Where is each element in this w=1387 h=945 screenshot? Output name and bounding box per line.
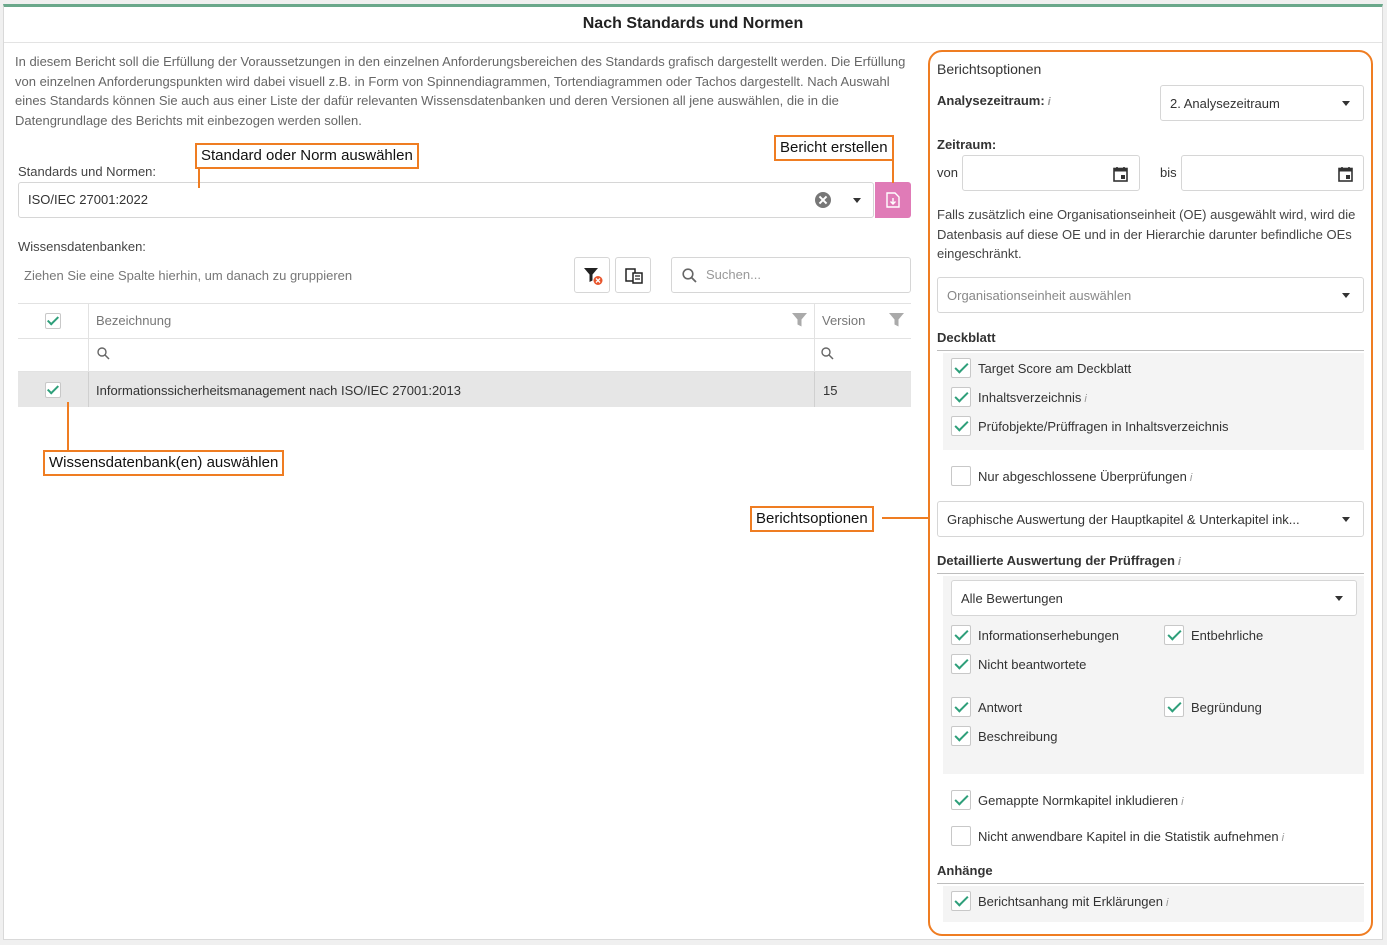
clear-filter-button[interactable] [574, 257, 610, 293]
description-label: Beschreibung [978, 729, 1058, 744]
appendix-checkbox[interactable] [951, 891, 971, 911]
dispensable-label: Entbehrliche [1191, 628, 1264, 643]
info-surveys-label: Informationserhebungen [978, 628, 1119, 643]
oe-select[interactable] [937, 277, 1364, 313]
oe-placeholder: Organisationseinheit auswählen [947, 288, 1132, 303]
reasoning-label: Begründung [1191, 700, 1262, 715]
row-version: 15 [823, 383, 838, 398]
mapped-chapters-label: Gemappte Normkapitel inkludieren i [978, 793, 1184, 808]
completed-only-label: Nur abgeschlossene Überprüfungen i [978, 469, 1193, 484]
not-applicable-checkbox[interactable] [951, 826, 971, 846]
period-label: Zeitraum: [937, 137, 997, 152]
group-hint: Ziehen Sie eine Spalte hierhin, um danach zu gruppieren [24, 268, 353, 283]
intro-text: In diesem Bericht soll die Erfüllung der Voraussetzungen in den einzelnen Anforderungsbereichen des Standards grafisch dargestellt werden. Die Erfüllung von einzelnen Anforderungspunkten wird dabei visuell z.B. in Form von Spinnendiagrammen, Tortendiagrammen oder Tachos dargestellt. Nach Auswahl eines Standards können Sie auch aus einer Liste der dafür relevanten Wissensdatenbanken und deren Versionen all jene auswählen, die in die Datengrundlage des Berichts mit einbezogen werden sollen. [15, 54, 906, 128]
info-surveys-checkbox[interactable] [951, 625, 971, 645]
column-filter-icon[interactable] [792, 313, 807, 327]
row-name: Informationssicherheitsmanagement nach ISO/IEC 27001:2013 [96, 383, 461, 398]
column-header-version[interactable]: Version [822, 313, 866, 328]
appendix-section-title: Anhänge [937, 863, 993, 878]
ratings-value: Alle Bewertungen [961, 591, 1063, 606]
annotation-create-report: Bericht erstellen [774, 135, 894, 161]
ratings-select[interactable] [951, 580, 1357, 616]
date-to-input[interactable] [1181, 155, 1364, 191]
to-label: bis [1160, 165, 1177, 180]
knowledge-label: Wissensdatenbanken: [18, 239, 146, 254]
annotation-select-standard: Standard oder Norm auswählen [195, 143, 419, 169]
not-applicable-label: Nicht anwendbare Kapitel in die Statistik aufnehmen i [978, 829, 1285, 844]
chevron-down-icon[interactable] [853, 198, 861, 203]
answer-checkbox[interactable] [951, 697, 971, 717]
dialog-title: Nach Standards und Normen [4, 7, 1382, 43]
calendar-icon[interactable] [1338, 166, 1353, 182]
row-checkbox[interactable] [45, 382, 61, 398]
detail-section-title: Detaillierte Auswertung der Prüffragen i [937, 553, 1181, 568]
document-icon [886, 192, 900, 208]
reasoning-checkbox[interactable] [1164, 697, 1184, 717]
toc-label: Inhaltsverzeichnis i [978, 390, 1087, 405]
column-chooser-button[interactable] [615, 257, 651, 293]
column-header-name[interactable]: Bezeichnung [96, 313, 172, 328]
unanswered-label: Nicht beantwortete [978, 657, 1087, 672]
cover-section-title: Deckblatt [937, 330, 996, 345]
target-score-checkbox[interactable] [951, 358, 971, 378]
completed-only-checkbox[interactable] [951, 466, 971, 486]
select-all-checkbox[interactable] [45, 313, 61, 329]
columns-icon [625, 267, 643, 285]
create-report-button[interactable] [875, 182, 911, 218]
analysis-select[interactable] [1160, 85, 1364, 121]
filter-row-search-icon[interactable] [97, 347, 110, 360]
search-icon [682, 268, 697, 283]
calendar-icon[interactable] [1113, 166, 1128, 182]
toc-objects-label: Prüfobjekte/Prüffragen in Inhaltsverzeichnis [978, 419, 1229, 434]
column-filter-icon[interactable] [889, 313, 904, 327]
analysis-value: 2. Analysezeitraum [1170, 96, 1280, 111]
standards-select[interactable] [18, 182, 874, 218]
table-row[interactable] [18, 372, 911, 407]
grid-top-border [18, 303, 911, 304]
graphic-evaluation-select[interactable] [937, 501, 1364, 537]
unanswered-checkbox[interactable] [951, 654, 971, 674]
chevron-down-icon[interactable] [1342, 101, 1350, 106]
clear-icon[interactable] [815, 192, 831, 208]
answer-label: Antwort [978, 700, 1023, 715]
chevron-down-icon[interactable] [1342, 517, 1350, 522]
description-checkbox[interactable] [951, 726, 971, 746]
filter-clear-icon [583, 266, 603, 286]
chevron-down-icon[interactable] [1342, 293, 1350, 298]
annotation-select-kb: Wissensdatenbank(en) auswählen [43, 450, 284, 476]
graphic-value: Graphische Auswertung der Hauptkapitel & Unterkapitel ink... [947, 512, 1300, 527]
search-placeholder: Suchen... [706, 267, 761, 282]
dispensable-checkbox[interactable] [1164, 625, 1184, 645]
from-label: von [937, 165, 958, 180]
options-title: Berichtsoptionen [937, 61, 1042, 77]
oe-note: Falls zusätzlich eine Organisationseinheit (OE) ausgewählt wird, wird die Datenbasis auf diese OE und in der Hierarchie darunter befindliche OEs eingeschränkt. [937, 207, 1356, 261]
annotation-report-options: Berichtsoptionen [750, 506, 874, 532]
standards-value: ISO/IEC 27001:2022 [28, 192, 148, 207]
search-input[interactable] [671, 257, 911, 293]
chevron-down-icon[interactable] [1335, 596, 1343, 601]
target-score-label: Target Score am Deckblatt [978, 361, 1132, 376]
mapped-chapters-checkbox[interactable] [951, 790, 971, 810]
analysis-label: Analysezeitraum: i [937, 93, 1051, 108]
standards-label: Standards und Normen: [18, 164, 157, 179]
toc-objects-checkbox[interactable] [951, 416, 971, 436]
appendix-label: Berichtsanhang mit Erklärungen i [978, 894, 1169, 909]
date-from-input[interactable] [962, 155, 1140, 191]
filter-row-search-icon[interactable] [821, 347, 834, 360]
toc-checkbox[interactable] [951, 387, 971, 407]
